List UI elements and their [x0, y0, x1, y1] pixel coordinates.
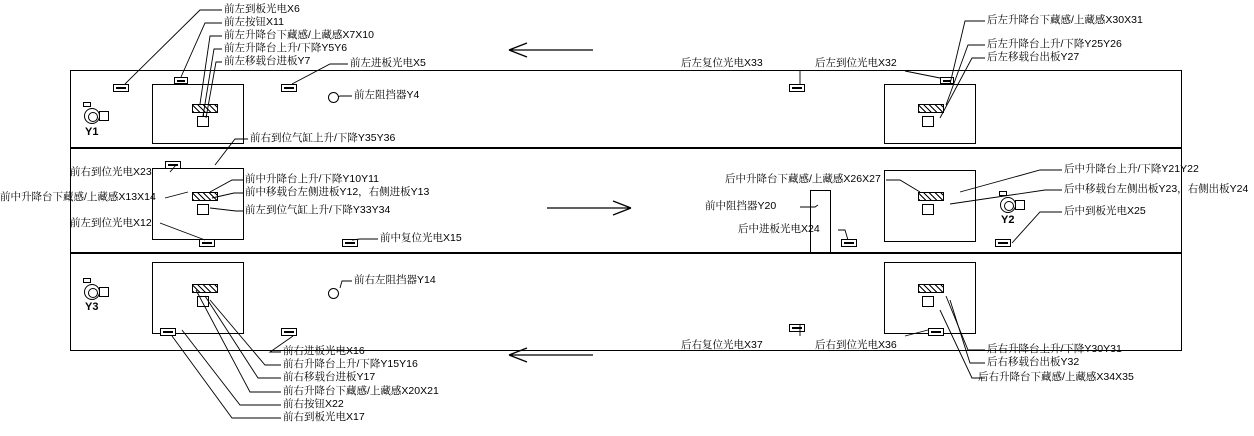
rear-left-position-sensor-X32	[940, 77, 954, 84]
rear-left-transfer-hatch	[918, 104, 944, 113]
middle-right-gap-line	[830, 190, 831, 253]
front-left-stopper-Y4	[328, 92, 339, 103]
motor-Y3-label: Y3	[85, 301, 99, 313]
front-left-board-sensor-X6	[113, 84, 129, 92]
motor-Y3	[84, 284, 110, 301]
motor-Y2	[1000, 197, 1026, 214]
front-right-left-stopper-Y14	[328, 288, 339, 299]
front-left-position-sensor-X12	[199, 239, 215, 247]
front-right-lift-marker	[197, 296, 209, 307]
label-front-right-entry-sensor: 前右进板光电X16	[283, 345, 365, 357]
motor-Y2-label: Y2	[1001, 214, 1015, 226]
front-middle-transfer-hatch	[192, 192, 218, 201]
label-rear-left-lift-sensors: 后左升降台下藏感/上藏感X30X31	[987, 14, 1143, 26]
label-front-right-position-sensor: 前右到位光电X23	[70, 166, 152, 178]
label-front-left-lift-updown: 前左升降台上升/下降Y5Y6	[224, 42, 348, 54]
front-right-entry-sensor-X16	[281, 328, 297, 336]
label-rear-middle-lift-sensors: 后中升降台下藏感/上藏感X26X27	[725, 173, 881, 185]
front-middle-lift-marker	[197, 204, 209, 215]
label-rear-middle-board-sensor: 后中到板光电X25	[1064, 205, 1146, 217]
label-front-middle-stopper: 前中阻挡器Y20	[705, 200, 777, 212]
front-right-transfer-hatch	[192, 284, 218, 293]
rear-middle-board-sensor-X25	[995, 239, 1011, 247]
label-rear-left-lift-updown: 后左升降台上升/下降Y25Y26	[987, 38, 1122, 50]
bottom-flow-arrow	[505, 345, 595, 368]
label-rear-middle-entry-sensor: 后中进板光电X24	[738, 223, 820, 235]
label-front-left-board-sensor: 前左到板光电X6	[224, 3, 300, 15]
label-rear-right-lift-updown: 后右升降台上升/下降Y30Y31	[987, 343, 1122, 355]
rear-right-reset-sensor-X37	[789, 324, 805, 332]
label-front-middle-reset-sensor: 前中复位光电X15	[380, 232, 462, 244]
label-rear-right-transfer-out: 后右移载台出板Y32	[987, 356, 1080, 368]
front-right-board-sensor-X17	[160, 328, 176, 336]
front-left-button-X11	[174, 77, 188, 84]
label-front-right-button: 前右按钮X22	[283, 398, 344, 410]
label-front-right-transfer-in: 前右移载台进板Y17	[283, 371, 376, 383]
rear-middle-entry-sensor-X24	[841, 239, 857, 247]
motor-Y1	[84, 108, 110, 125]
label-front-left-stopper: 前左阻挡器Y4	[354, 89, 420, 101]
label-front-left-position-sensor: 前左到位光电X12	[70, 217, 152, 229]
rear-right-transfer-hatch	[918, 284, 944, 293]
front-left-entry-sensor-X5	[281, 84, 297, 92]
label-rear-right-lift-sensors: 后右升降台下藏感/上藏感X34X35	[978, 371, 1134, 383]
motor-Y1-label: Y1	[85, 126, 99, 138]
front-middle-reset-sensor-X15	[342, 239, 358, 247]
label-front-left-entry-sensor: 前左进板光电X5	[350, 57, 426, 69]
label-front-left-lift-sensors: 前左升降台下藏感/上藏感X7X10	[224, 29, 374, 41]
label-front-right-left-stopper: 前右左阻挡器Y14	[354, 274, 436, 286]
front-left-lift-marker	[197, 116, 209, 127]
rear-middle-lift-marker	[922, 204, 934, 215]
rear-middle-transfer-hatch	[918, 192, 944, 201]
middle-left-gap-line	[810, 190, 811, 253]
label-rear-right-reset-sensor: 后右复位光电X37	[681, 339, 763, 351]
label-front-right-position-cylinder: 前右到位气缸上升/下降Y35Y36	[250, 132, 396, 144]
rear-left-lift-table	[884, 84, 976, 144]
label-front-middle-lift-sensors: 前中升降台下藏感/上藏感X13X14	[0, 191, 156, 203]
front-left-lift-table	[152, 84, 244, 144]
front-left-transfer-hatch	[192, 104, 218, 113]
rear-left-reset-sensor-X33	[789, 84, 805, 92]
label-front-middle-transfer-in: 前中移载台左侧进板Y12，右侧进板Y13	[245, 186, 430, 198]
rear-right-position-sensor-X36	[928, 328, 944, 336]
middle-flow-arrow	[545, 198, 635, 221]
middle-gap-top	[810, 190, 830, 191]
label-front-left-transfer-in: 前左移载台进板Y7	[224, 55, 311, 67]
rear-left-lift-marker	[922, 116, 934, 127]
label-rear-left-reset-sensor: 后左复位光电X33	[681, 57, 763, 69]
label-front-right-lift-sensors: 前右升降台下藏感/上藏感X20X21	[283, 385, 439, 397]
label-front-middle-lift-updown: 前中升降台上升/下降Y10Y11	[245, 173, 380, 185]
label-rear-middle-lift-updown: 后中升降台上升/下降Y21Y22	[1064, 163, 1199, 175]
rear-right-lift-marker	[922, 296, 934, 307]
label-rear-left-transfer-out: 后左移载台出板Y27	[987, 51, 1080, 63]
label-front-left-button: 前左按钮X11	[224, 16, 284, 28]
label-front-right-board-sensor: 前右到板光电X17	[283, 411, 365, 423]
front-left-lift-divider	[203, 113, 204, 117]
label-front-left-position-cylinder: 前左到位气缸上升/下降Y33Y34	[245, 204, 391, 216]
label-rear-left-position-sensor: 后左到位光电X32	[815, 57, 897, 69]
top-flow-arrow	[505, 40, 595, 63]
label-front-right-lift-updown: 前右升降台上升/下降Y15Y16	[283, 358, 418, 370]
front-right-position-sensor-X23	[165, 161, 181, 169]
label-rear-right-position-sensor: 后右到位光电X36	[815, 339, 897, 351]
label-rear-middle-transfer-out: 后中移载台左侧出板Y23，右侧出板Y24	[1064, 183, 1249, 195]
